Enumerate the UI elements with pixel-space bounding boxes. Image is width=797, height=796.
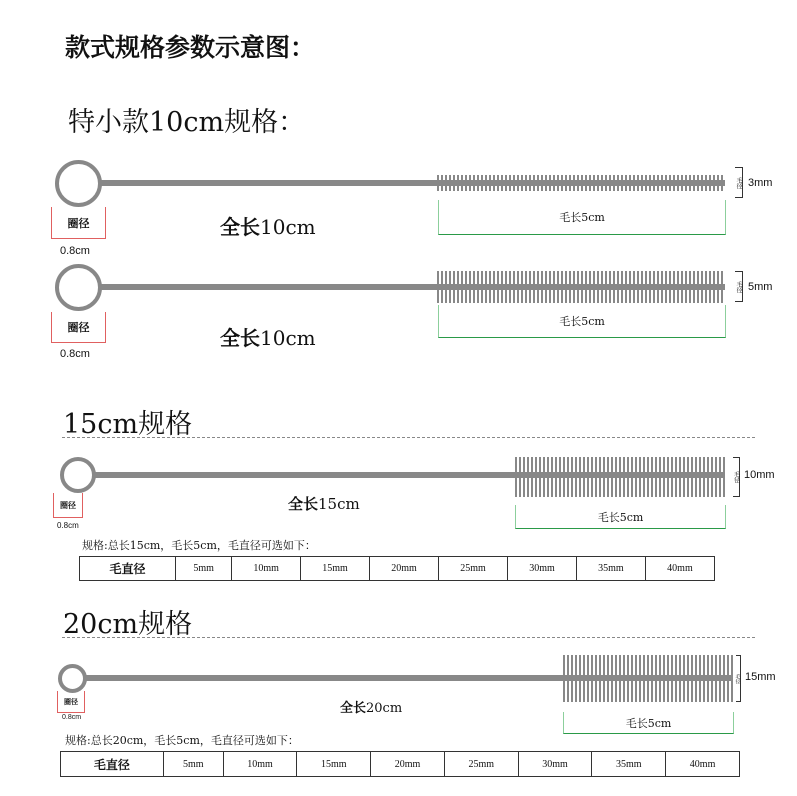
- ring-loop: [55, 160, 102, 207]
- total-prefix: 全长: [340, 701, 367, 716]
- table-cell: 30mm: [518, 752, 592, 777]
- brush-rod: [92, 472, 516, 478]
- bristle-length-bracket: 毛长5cm: [563, 712, 734, 734]
- table-cell: 20mm: [370, 557, 439, 581]
- diameter-bracket: 毛径: [733, 457, 740, 497]
- table-cell: 15mm: [301, 557, 370, 581]
- ring-bracket: 圈径: [51, 312, 106, 343]
- table-cell: 5mm: [176, 557, 232, 581]
- diameter-bracket: 毛径: [736, 655, 741, 702]
- ring-bracket: 圈径: [53, 493, 83, 518]
- diameter-table-15cm: [79, 556, 715, 581]
- total-prefix: 全长: [220, 215, 260, 239]
- divider: [62, 637, 755, 638]
- diameter-bracket: 毛径: [735, 271, 743, 302]
- page-title: 款式规格参数示意图：: [65, 33, 316, 62]
- table-cell: 40mm: [666, 752, 740, 777]
- bristle-core: [515, 472, 725, 478]
- spec-text-15cm: 规格:总长15cm，毛长5cm，毛直径可选如下：: [82, 539, 316, 552]
- table-cell: 40mm: [645, 557, 714, 581]
- table-cell: 25mm: [444, 752, 518, 777]
- ring-size: 0.8cm: [62, 714, 82, 721]
- divider: [62, 437, 755, 438]
- table-cell: 5mm: [163, 752, 223, 777]
- total-value: 10cm: [260, 215, 316, 239]
- bristle-diameter: 15mm: [745, 671, 776, 683]
- diameter-table-20cm: [60, 751, 740, 777]
- table-cell: 35mm: [576, 557, 645, 581]
- total-value: 20cm: [366, 701, 403, 716]
- total-value: 15cm: [318, 495, 360, 513]
- total-prefix: 全长: [220, 326, 260, 350]
- table-cell: 30mm: [507, 557, 576, 581]
- brush-rod: [84, 675, 564, 681]
- ring-bracket: 圈径: [57, 691, 85, 713]
- table-cell: 10mm: [232, 557, 301, 581]
- ring-size: 0.8cm: [60, 245, 90, 257]
- bristle-core: [437, 284, 725, 290]
- diameter-bracket: 毛径: [735, 167, 743, 198]
- ring-loop: [60, 457, 96, 493]
- total-prefix: 全长: [288, 495, 319, 513]
- ring-loop: [58, 664, 87, 693]
- table-cell: 20mm: [371, 752, 445, 777]
- bristle-diameter: 5mm: [748, 281, 773, 293]
- bristle-length-bracket: 毛长5cm: [438, 200, 726, 235]
- bristle-core: [563, 675, 733, 681]
- bristle-length-bracket: 毛长5cm: [515, 505, 726, 529]
- bristle-length-bracket: 毛长5cm: [438, 305, 726, 338]
- total-length: [288, 493, 360, 514]
- brush-rod: [96, 284, 438, 290]
- section-heading-10cm: 特小款10cm规格：: [68, 107, 306, 138]
- bristle-core: [437, 180, 725, 186]
- ring-loop: [55, 264, 102, 311]
- bristle-diameter: 10mm: [744, 469, 775, 481]
- table-cell: 10mm: [223, 752, 297, 777]
- table-cell: 15mm: [297, 752, 371, 777]
- total-value: 10cm: [260, 326, 316, 350]
- brush-rod: [96, 180, 438, 186]
- spec-text-20cm: 规格:总长20cm，毛长5cm，毛直径可选如下：: [65, 734, 299, 747]
- total-length: [220, 322, 316, 351]
- table-header: 毛直径: [80, 557, 176, 581]
- section-heading-20cm: 20cm规格: [63, 609, 193, 640]
- total-length: [340, 697, 402, 716]
- total-length: [220, 211, 316, 240]
- table-cell: 25mm: [439, 557, 508, 581]
- table-cell: 35mm: [592, 752, 666, 777]
- section-heading-15cm: 15cm规格: [63, 409, 193, 440]
- ring-bracket: 圈径: [51, 207, 106, 239]
- bristle-diameter: 3mm: [748, 177, 773, 189]
- ring-size: 0.8cm: [60, 348, 90, 360]
- ring-size: 0.8cm: [57, 521, 79, 530]
- table-header: 毛直径: [61, 752, 164, 777]
